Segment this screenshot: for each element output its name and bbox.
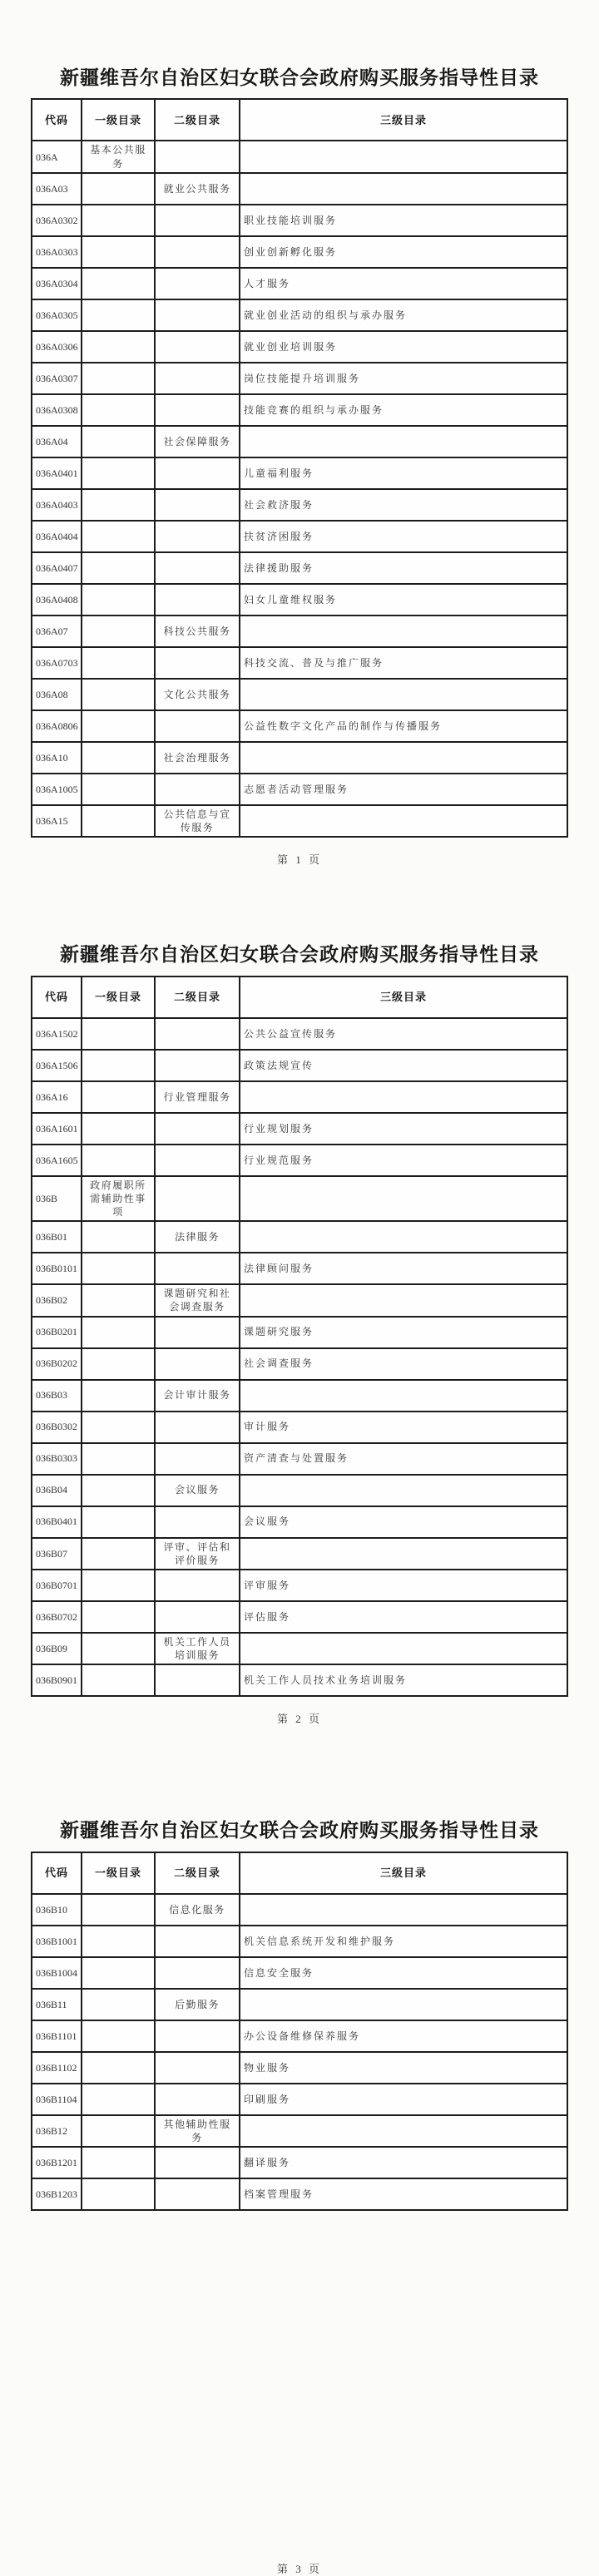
- code-cell: 036A0806: [32, 710, 82, 742]
- level1-cell: [82, 1113, 155, 1145]
- level3-cell: 就业创业活动的组织与承办服务: [240, 299, 567, 331]
- level3-cell: [240, 173, 567, 205]
- level1-cell: [82, 616, 155, 647]
- table-row: [32, 331, 567, 363]
- code-cell: 036B0701: [32, 1570, 82, 1601]
- level1-cell: [82, 774, 155, 805]
- level1-cell: [82, 299, 155, 331]
- code-cell: 036B10: [32, 1894, 82, 1926]
- level3-cell: [240, 1176, 567, 1222]
- level1-cell: [82, 1633, 155, 1664]
- level3-cell: 儿童福利服务: [240, 457, 567, 489]
- catalog-table: [31, 976, 568, 1698]
- code-cell: 036B1001: [32, 1926, 82, 1957]
- level3-cell: 办公设备维修保养服务: [240, 2020, 567, 2052]
- level3-cell: 扶贫济困服务: [240, 521, 567, 552]
- level1-cell: [82, 2147, 155, 2178]
- level2-cell: [155, 1957, 240, 1989]
- level3-cell: 职业技能培训服务: [240, 205, 567, 236]
- level2-cell: [155, 141, 240, 172]
- level3-cell: 科技交流、普及与推广服务: [240, 647, 567, 679]
- level2-cell: 信息化服务: [155, 1894, 240, 1926]
- code-cell: 036A0404: [32, 521, 82, 552]
- code-cell: 036A03: [32, 173, 82, 205]
- table-row: [32, 1380, 567, 1412]
- table-row: [32, 173, 567, 205]
- column-header-3: 二级目录: [155, 99, 240, 141]
- level3-cell: 行业规划服务: [240, 1113, 567, 1145]
- level2-cell: [155, 552, 240, 584]
- level3-cell: 印刷服务: [240, 2084, 567, 2115]
- level1-cell: [82, 1018, 155, 1050]
- code-cell: 036B1102: [32, 2052, 82, 2084]
- code-cell: 036A0305: [32, 299, 82, 331]
- document-title: 新疆维吾尔自治区妇女联合会政府购买服务指导性目录: [60, 1819, 539, 1842]
- level1-cell: [82, 1926, 155, 1957]
- level2-cell: [155, 2084, 240, 2115]
- table-row: [32, 1253, 567, 1284]
- table-row: [32, 1957, 567, 1989]
- level2-cell: 科技公共服务: [155, 616, 240, 647]
- level2-cell: 社会治理服务: [155, 742, 240, 774]
- code-cell: 036A1005: [32, 774, 82, 805]
- level1-cell: [82, 1894, 155, 1926]
- level3-cell: 法律援助服务: [240, 552, 567, 584]
- level2-cell: [155, 457, 240, 489]
- column-header-4: 三级目录: [240, 99, 567, 141]
- level2-cell: [155, 1113, 240, 1145]
- page-number-footer: 第 1 页: [276, 853, 322, 867]
- level2-cell: 公共信息与宣传服务: [155, 805, 240, 837]
- level3-cell: [240, 1221, 567, 1253]
- level1-cell: [82, 1348, 155, 1380]
- level3-cell: 评审服务: [240, 1570, 567, 1601]
- table-row: [32, 1145, 567, 1176]
- level1-cell: [82, 1506, 155, 1538]
- level2-cell: 社会保障服务: [155, 426, 240, 457]
- level1-cell: [82, 679, 155, 710]
- table-row: [32, 1317, 567, 1348]
- level1-cell: [82, 2084, 155, 2115]
- code-cell: 036A0302: [32, 205, 82, 236]
- table-row: [32, 521, 567, 552]
- level1-cell: [82, 1957, 155, 1989]
- level2-cell: [155, 1570, 240, 1601]
- level1-cell: [82, 457, 155, 489]
- level2-cell: [155, 489, 240, 521]
- code-cell: 036A0401: [32, 457, 82, 489]
- table-row: [32, 1601, 567, 1633]
- level2-cell: [155, 236, 240, 268]
- document-page-3: [0, 1726, 599, 2576]
- code-cell: 036B1104: [32, 2084, 82, 2115]
- level3-cell: 翻译服务: [240, 2147, 567, 2178]
- level1-cell: [82, 1443, 155, 1475]
- level3-cell: 课题研究服务: [240, 1317, 567, 1348]
- column-header-1: 代码: [32, 977, 82, 1018]
- level2-cell: [155, 1601, 240, 1633]
- document-page-2: [0, 867, 599, 1726]
- table-row: [32, 1926, 567, 1957]
- level3-cell: [240, 1538, 567, 1570]
- level2-cell: [155, 710, 240, 742]
- table-row: [32, 1989, 567, 2020]
- table-row: [32, 552, 567, 584]
- level1-cell: [82, 1475, 155, 1506]
- table-row: [32, 2084, 567, 2115]
- column-header-4: 三级目录: [240, 1852, 567, 1894]
- level2-cell: [155, 584, 240, 616]
- document-page-1: [0, 0, 599, 867]
- level3-cell: [240, 1894, 567, 1926]
- level3-cell: 社会调查服务: [240, 1348, 567, 1380]
- level2-cell: [155, 331, 240, 363]
- level2-cell: 机关工作人员培训服务: [155, 1633, 240, 1664]
- column-header-2: 一级目录: [82, 977, 155, 1018]
- table-row: [32, 2052, 567, 2084]
- level1-cell: [82, 1221, 155, 1253]
- level3-cell: 公共公益宣传服务: [240, 1018, 567, 1050]
- header-row: [32, 1852, 567, 1894]
- table-row: [32, 268, 567, 299]
- level3-cell: 岗位技能提升培训服务: [240, 363, 567, 394]
- table-row: [32, 1284, 567, 1316]
- level3-cell: 就业创业培训服务: [240, 331, 567, 363]
- level1-cell: [82, 1412, 155, 1443]
- column-header-2: 一级目录: [82, 99, 155, 141]
- code-cell: 036B1201: [32, 2147, 82, 2178]
- column-header-2: 一级目录: [82, 1852, 155, 1894]
- code-cell: 036A1506: [32, 1050, 82, 1081]
- level3-cell: 行业规范服务: [240, 1145, 567, 1176]
- level3-cell: [240, 805, 567, 837]
- table-row: [32, 679, 567, 710]
- table-row: [32, 742, 567, 774]
- code-cell: 036A: [32, 141, 82, 172]
- level3-cell: [240, 1380, 567, 1412]
- code-cell: 036A1605: [32, 1145, 82, 1176]
- level1-cell: [82, 2052, 155, 2084]
- catalog-table: [31, 98, 568, 838]
- level2-cell: 文化公共服务: [155, 679, 240, 710]
- level3-cell: 物业服务: [240, 2052, 567, 2084]
- code-cell: 036A16: [32, 1081, 82, 1113]
- level2-cell: [155, 1050, 240, 1081]
- level1-cell: 基本公共服务: [82, 141, 155, 172]
- code-cell: 036B02: [32, 1284, 82, 1316]
- table-row: [32, 1050, 567, 1081]
- code-cell: 036A1601: [32, 1113, 82, 1145]
- table-row: [32, 2115, 567, 2147]
- level1-cell: [82, 1050, 155, 1081]
- table-row: [32, 1633, 567, 1664]
- code-cell: 036B0702: [32, 1601, 82, 1633]
- level3-cell: [240, 616, 567, 647]
- column-header-1: 代码: [32, 99, 82, 141]
- code-cell: 036B0101: [32, 1253, 82, 1284]
- level1-cell: [82, 647, 155, 679]
- code-cell: 036A0306: [32, 331, 82, 363]
- level3-cell: [240, 1284, 567, 1316]
- level1-cell: [82, 1081, 155, 1113]
- page-number-footer: 第 2 页: [276, 1713, 322, 1726]
- table-row: [32, 584, 567, 616]
- document-title: 新疆维吾尔自治区妇女联合会政府购买服务指导性目录: [60, 67, 539, 88]
- level2-cell: [155, 2020, 240, 2052]
- level3-cell: 审计服务: [240, 1412, 567, 1443]
- level2-cell: 行业管理服务: [155, 1081, 240, 1113]
- code-cell: 036B11: [32, 1989, 82, 2020]
- table-row: [32, 647, 567, 679]
- level3-cell: 公益性数字文化产品的制作与传播服务: [240, 710, 567, 742]
- level2-cell: 评审、评估和评价服务: [155, 1538, 240, 1570]
- level1-cell: [82, 1284, 155, 1316]
- code-cell: 036A0303: [32, 236, 82, 268]
- level1-cell: [82, 1380, 155, 1412]
- table-row: [32, 1538, 567, 1570]
- level2-cell: 会议服务: [155, 1475, 240, 1506]
- level3-cell: [240, 426, 567, 457]
- level3-cell: 政策法规宣传: [240, 1050, 567, 1081]
- level1-cell: [82, 173, 155, 205]
- level3-cell: [240, 1475, 567, 1506]
- table-row: [32, 1176, 567, 1222]
- catalog-table: [31, 1852, 568, 2211]
- level2-cell: 就业公共服务: [155, 173, 240, 205]
- code-cell: 036A0407: [32, 552, 82, 584]
- level1-cell: [82, 1664, 155, 1696]
- level3-cell: [240, 1989, 567, 2020]
- column-header-3: 二级目录: [155, 1852, 240, 1894]
- level1-cell: [82, 1989, 155, 2020]
- level2-cell: [155, 1317, 240, 1348]
- table-row: [32, 1221, 567, 1253]
- level3-cell: 技能竞赛的组织与承办服务: [240, 394, 567, 426]
- code-cell: 036A15: [32, 805, 82, 837]
- code-cell: 036B0901: [32, 1664, 82, 1696]
- level2-cell: [155, 1348, 240, 1380]
- level2-cell: [155, 1145, 240, 1176]
- level1-cell: [82, 2178, 155, 2210]
- level3-cell: [240, 1081, 567, 1113]
- table-row: [32, 710, 567, 742]
- level1-cell: [82, 1253, 155, 1284]
- table-row: [32, 236, 567, 268]
- table-row: [32, 774, 567, 805]
- table-row: [32, 457, 567, 489]
- table-row: [32, 1475, 567, 1506]
- level1-cell: [82, 1317, 155, 1348]
- level1-cell: [82, 236, 155, 268]
- level1-cell: [82, 268, 155, 299]
- code-cell: 036B0202: [32, 1348, 82, 1380]
- level1-cell: [82, 552, 155, 584]
- level1-cell: 政府履职所需辅助性事项: [82, 1176, 155, 1222]
- level1-cell: [82, 1538, 155, 1570]
- code-cell: 036B1203: [32, 2178, 82, 2210]
- table-row: [32, 205, 567, 236]
- level1-cell: [82, 2115, 155, 2147]
- level3-cell: [240, 1633, 567, 1664]
- table-row: [32, 1506, 567, 1538]
- code-cell: 036B01: [32, 1221, 82, 1253]
- level3-cell: 评估服务: [240, 1601, 567, 1633]
- level2-cell: [155, 299, 240, 331]
- header-row: [32, 99, 567, 141]
- level1-cell: [82, 1601, 155, 1633]
- table-row: [32, 2020, 567, 2052]
- level3-cell: [240, 742, 567, 774]
- level2-cell: [155, 1926, 240, 1957]
- code-cell: 036B0303: [32, 1443, 82, 1475]
- table-row: [32, 363, 567, 394]
- level2-cell: 法律服务: [155, 1221, 240, 1253]
- level3-cell: 志愿者活动管理服务: [240, 774, 567, 805]
- table-row: [32, 1081, 567, 1113]
- level3-cell: 创业创新孵化服务: [240, 236, 567, 268]
- table-row: [32, 1664, 567, 1696]
- level1-cell: [82, 1570, 155, 1601]
- level3-cell: 妇女儿童维权服务: [240, 584, 567, 616]
- level3-cell: 信息安全服务: [240, 1957, 567, 1989]
- code-cell: 036B09: [32, 1633, 82, 1664]
- code-cell: 036A0408: [32, 584, 82, 616]
- level3-cell: 社会救济服务: [240, 489, 567, 521]
- code-cell: 036B12: [32, 2115, 82, 2147]
- level1-cell: [82, 2020, 155, 2052]
- code-cell: 036A0403: [32, 489, 82, 521]
- table-row: [32, 1018, 567, 1050]
- level2-cell: [155, 1443, 240, 1475]
- level2-cell: [155, 2178, 240, 2210]
- code-cell: 036B03: [32, 1380, 82, 1412]
- level3-cell: 资产清查与处置服务: [240, 1443, 567, 1475]
- level3-cell: [240, 679, 567, 710]
- document-title: 新疆维吾尔自治区妇女联合会政府购买服务指导性目录: [60, 943, 539, 966]
- level1-cell: [82, 742, 155, 774]
- code-cell: 036B0401: [32, 1506, 82, 1538]
- level2-cell: [155, 394, 240, 426]
- code-cell: 036A08: [32, 679, 82, 710]
- table-row: [32, 2178, 567, 2210]
- level3-cell: 法律顾问服务: [240, 1253, 567, 1284]
- table-row: [32, 489, 567, 521]
- code-cell: 036A10: [32, 742, 82, 774]
- code-cell: 036A0304: [32, 268, 82, 299]
- code-cell: 036B04: [32, 1475, 82, 1506]
- level2-cell: [155, 1506, 240, 1538]
- code-cell: 036A0308: [32, 394, 82, 426]
- code-cell: 036B: [32, 1176, 82, 1222]
- level2-cell: 其他辅助性服务: [155, 2115, 240, 2147]
- level2-cell: [155, 1664, 240, 1696]
- code-cell: 036B0201: [32, 1317, 82, 1348]
- code-cell: 036A0307: [32, 363, 82, 394]
- level3-cell: 机关工作人员技术业务培训服务: [240, 1664, 567, 1696]
- column-header-1: 代码: [32, 1852, 82, 1894]
- level2-cell: 会计审计服务: [155, 1380, 240, 1412]
- table-row: [32, 1113, 567, 1145]
- level1-cell: [82, 394, 155, 426]
- code-cell: 036A1502: [32, 1018, 82, 1050]
- table-row: [32, 394, 567, 426]
- level1-cell: [82, 205, 155, 236]
- page-number-footer: 第 3 页: [276, 2563, 322, 2576]
- code-cell: 036A04: [32, 426, 82, 457]
- level2-cell: [155, 647, 240, 679]
- table-row: [32, 1443, 567, 1475]
- level3-cell: 档案管理服务: [240, 2178, 567, 2210]
- table-row: [32, 1894, 567, 1926]
- level3-cell: 会议服务: [240, 1506, 567, 1538]
- level2-cell: [155, 1253, 240, 1284]
- table-row: [32, 426, 567, 457]
- level2-cell: [155, 1176, 240, 1222]
- level1-cell: [82, 521, 155, 552]
- level3-cell: [240, 2115, 567, 2147]
- level2-cell: [155, 2052, 240, 2084]
- level1-cell: [82, 710, 155, 742]
- table-row: [32, 141, 567, 172]
- code-cell: 036A07: [32, 616, 82, 647]
- column-header-3: 二级目录: [155, 977, 240, 1018]
- level1-cell: [82, 331, 155, 363]
- table-row: [32, 2147, 567, 2178]
- level1-cell: [82, 363, 155, 394]
- level2-cell: [155, 521, 240, 552]
- code-cell: 036B1004: [32, 1957, 82, 1989]
- level1-cell: [82, 426, 155, 457]
- code-cell: 036B0302: [32, 1412, 82, 1443]
- table-row: [32, 299, 567, 331]
- table-row: [32, 1348, 567, 1380]
- table-row: [32, 616, 567, 647]
- level3-cell: 人才服务: [240, 268, 567, 299]
- column-header-4: 三级目录: [240, 977, 567, 1018]
- level2-cell: 课题研究和社会调查服务: [155, 1284, 240, 1316]
- level3-cell: 机关信息系统开发和维护服务: [240, 1926, 567, 1957]
- level1-cell: [82, 1145, 155, 1176]
- header-row: [32, 977, 567, 1018]
- level1-cell: [82, 489, 155, 521]
- level2-cell: [155, 1018, 240, 1050]
- table-row: [32, 805, 567, 837]
- level1-cell: [82, 584, 155, 616]
- table-row: [32, 1570, 567, 1601]
- level2-cell: [155, 774, 240, 805]
- level2-cell: [155, 2147, 240, 2178]
- level2-cell: [155, 268, 240, 299]
- code-cell: 036B07: [32, 1538, 82, 1570]
- level2-cell: [155, 363, 240, 394]
- code-cell: 036B1101: [32, 2020, 82, 2052]
- table-row: [32, 1412, 567, 1443]
- level1-cell: [82, 805, 155, 837]
- level2-cell: [155, 205, 240, 236]
- level2-cell: 后勤服务: [155, 1989, 240, 2020]
- level3-cell: [240, 141, 567, 172]
- level2-cell: [155, 1412, 240, 1443]
- code-cell: 036A0703: [32, 647, 82, 679]
